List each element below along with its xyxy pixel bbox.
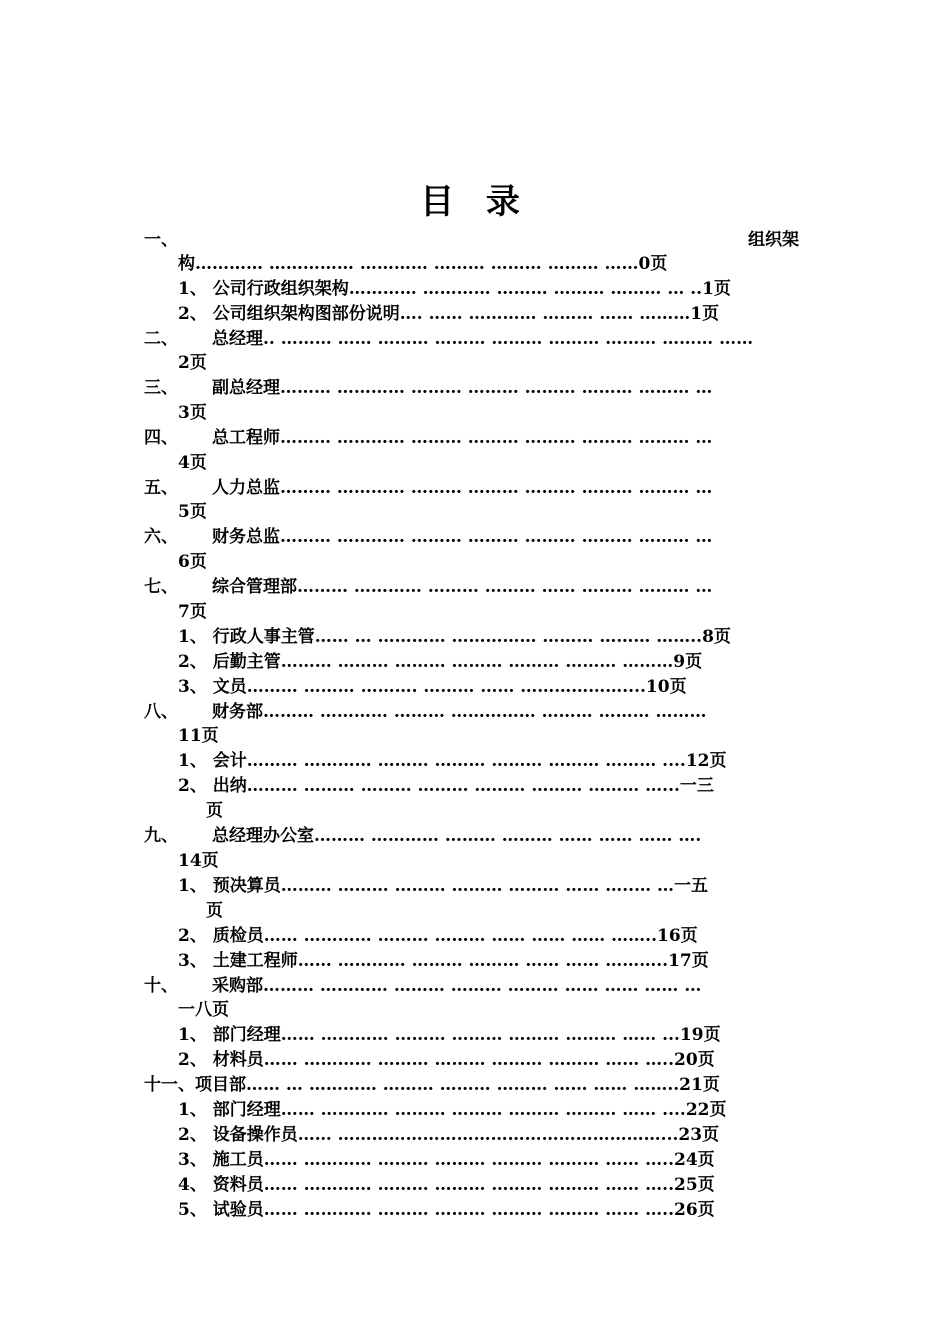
toc-page: 14页 [178, 851, 219, 871]
toc-number: 八、 [144, 702, 178, 722]
toc-subentry: 5、 试验员…… ………… ……… ……… ……… ……… …… …..26页 [178, 1200, 715, 1220]
toc-subentry: 2、 公司组织架构图部份说明…. …… ………… ……… …… ………1页 [178, 304, 720, 324]
toc-entry: 总工程师……… ………… ……… ……… ……… ……… ……… … [212, 428, 713, 448]
toc-page: 一八页 [178, 1000, 229, 1020]
toc-number: 十、 [144, 976, 178, 996]
toc-subentry: 2、 质检员…… ………… ……… ……… …… …… …… ……..16页 [178, 926, 698, 946]
toc-number: 五、 [144, 478, 178, 498]
toc-subentry: 1、 部门经理…… ………… ……… ……… ……… ……… …… ...19页 [178, 1025, 721, 1045]
toc-number: 九、 [144, 826, 178, 846]
toc-page: 页 [206, 901, 223, 921]
toc-entry: 人力总监……… ………… ……… ……… ……… ……… ……… … [212, 478, 713, 498]
toc-subentry: 2、 后勤主管……… ……… ……… ……… ……… ……… ………9页 [178, 652, 703, 672]
toc-entry: 综合管理部……… ………… ……… ……… …… ……… ……… … [212, 577, 713, 597]
toc-subentry: 1、 公司行政组织架构………… ………… ……… ……… ……… … ..1页 [178, 279, 731, 299]
toc-page: 6页 [178, 552, 207, 572]
toc-entry: 财务部……… ………… ……… …………… ……… ……… ……… [212, 702, 707, 722]
toc-page: 2页 [178, 353, 207, 373]
toc-subentry: 1、 会计……… ………… ……… ……… ……… ……… ……… ....12页 [178, 751, 727, 771]
toc-subentry: 3、 文员……… ……… ………. ……… …… ………………....10页 [178, 677, 687, 697]
toc-entry: 构………… …………… ………… ……… ……… ……… ……0页 [178, 254, 668, 274]
toc-number: 七、 [144, 577, 178, 597]
toc-subentry: 1、 部门经理…… ………… ……… ……… ……… ……… …… ....22页 [178, 1100, 727, 1120]
toc-page: 5页 [178, 502, 207, 522]
toc-number: 二、 [144, 329, 178, 349]
document-title: 目 录 [420, 182, 530, 222]
toc-number: 一、 [144, 230, 178, 250]
toc-subentry: 3、 土建工程师…… ………… ……… ……… …… …… ………..17页 [178, 951, 709, 971]
toc-entry: 组织架 [748, 230, 799, 250]
toc-entry: 财务总监……… ………… ……… ……… ……… ……… ……… … [212, 527, 713, 547]
toc-subentry: 1、 预决算员……… ……… ……… ……… ……… …… …..… …一五 [178, 876, 709, 896]
toc-page: 11页 [178, 726, 219, 746]
toc-subentry: 2、 设备操作员…… …………………………………………………...23页 [178, 1125, 720, 1145]
toc-entry: 总经理办公室……… ………… ……… ……… …… …… …… …. [212, 826, 702, 846]
toc-page: 7页 [178, 602, 207, 622]
toc-page: 3页 [178, 403, 207, 423]
toc-entry: 副总经理……… ………… ……… ……… ……… ……… ……… … [212, 378, 713, 398]
toc-subentry: 2、 出纳……… ……… ……… ……… ……… ……… ……… …...一三 [178, 776, 714, 796]
toc-subentry: 1、 行政人事主管…… … ………… …………… ……… ……… ……..8页 [178, 627, 731, 647]
toc-number: 三、 [144, 378, 178, 398]
toc-number: 六、 [144, 527, 178, 547]
toc-entry: 总经理.. ……… …… ……… ……… ……… ……… ……… ……… …… [212, 329, 754, 349]
toc-page: 页 [206, 801, 223, 821]
toc-page: 4页 [178, 453, 207, 473]
toc-subentry: 3、 施工员…… ………… ……… ……… ……… ……… …… …..24页 [178, 1150, 715, 1170]
toc-subentry: 2、 材料员…… ………… ……… ……… ……… ……… …… …..20页 [178, 1050, 715, 1070]
toc-number: 四、 [144, 428, 178, 448]
toc-subentry: 4、 资料员…… ………… ……… ……… ……… ……… …… …..25页 [178, 1175, 715, 1195]
toc-entry: 十一、项目部…… … ………… ……… ……… ……… …… …… ……..21页 [144, 1075, 720, 1095]
toc-entry: 采购部……… ………… ……… ……… ……… …… …… …… … [212, 976, 702, 996]
